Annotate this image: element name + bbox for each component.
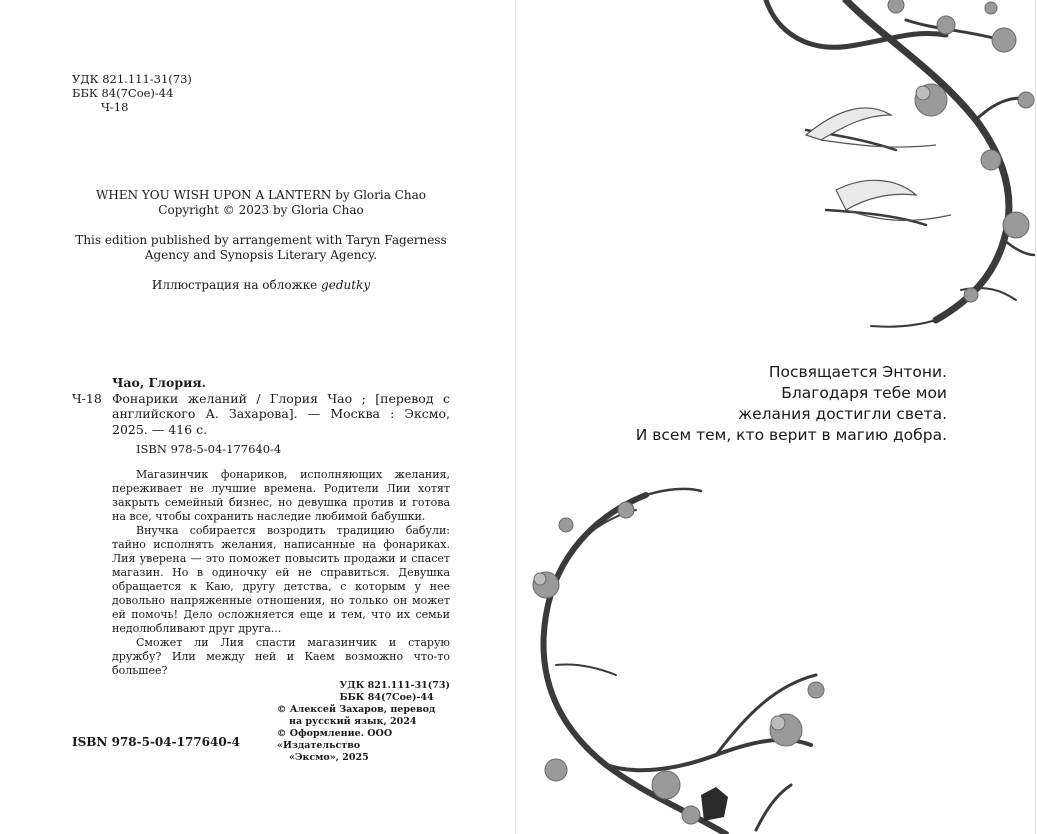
translator-copyright-1: © Алексей Захаров, перевод bbox=[277, 704, 436, 715]
dedication bbox=[636, 362, 947, 446]
cover-credit-prefix: Иллюстрация на обложке bbox=[151, 278, 322, 292]
right-page bbox=[515, 0, 1036, 834]
left-page bbox=[0, 0, 514, 834]
annotation-paragraph-2: Внучка собирается возродить традицию бабули: тайно исполнять желания, написанные на фонариках. Лия уверена — это поможет повысить продажи и спасет магазин. Но в одиночку ей не справиться. Девушка обращается к Каю, другу детства, с которым у нее довольно напряженные отношения, но только он может ей помочь! Дело осложняется еще и тем, что их семьи недолюбливают друг друга... bbox=[112, 524, 450, 635]
cover-artist: gedutky bbox=[321, 278, 371, 292]
dedication-line-1: Посвящается Энтони. bbox=[768, 363, 947, 381]
original-title: WHEN YOU WISH UPON A LANTERN by Gloria Chao bbox=[96, 188, 426, 202]
annotation-paragraph-1: Магазинчик фонариков, исполняющих желания, переживает не лучшие времена. Родители Лии хотят закрыть семейный бизнес, но девушка против и готова на все, чтобы сохранить наследие любимой бабушки. bbox=[112, 468, 450, 523]
dedication-line-3: желания достигли света. bbox=[738, 405, 947, 423]
edition-line-1: This edition published by arrangement with Taryn Fagerness bbox=[75, 233, 447, 247]
cover-credit bbox=[72, 278, 450, 293]
isbn-footer: ISBN 978-5-04-177640-4 bbox=[72, 735, 241, 749]
annotation bbox=[112, 468, 450, 704]
udk-code: УДК 821.111-31(73) bbox=[72, 72, 192, 86]
design-copyright-1: © Оформление. ООО «Издательство bbox=[277, 728, 393, 751]
author-mark: Ч-18 bbox=[101, 100, 129, 114]
bbk-code: ББК 84(7Сое)-44 bbox=[72, 86, 174, 100]
annotation-codes bbox=[112, 680, 450, 704]
bibliographic-record bbox=[72, 375, 450, 458]
classification-codes bbox=[72, 72, 192, 114]
annotation-bbk: ББК 84(7Сое)-44 bbox=[339, 692, 434, 703]
copyright-notices bbox=[277, 704, 457, 764]
annotation-udk: УДК 821.111-31(73) bbox=[339, 680, 450, 691]
translator-copyright-2: на русский язык, 2024 bbox=[289, 716, 417, 727]
bib-description: Фонарики желаний / Глория Чао ; [перевод с английского А. Захарова]. — Москва : Эксмо, 2025. — 416 с. bbox=[112, 390, 450, 437]
edition-line-2: Agency and Synopsis Literary Agency. bbox=[144, 248, 378, 262]
blossom-branch-bottom-illustration bbox=[516, 485, 836, 834]
dedication-line-2: Благодаря тебе мои bbox=[781, 384, 947, 402]
bib-code: Ч-18 bbox=[72, 390, 102, 406]
rights-credits bbox=[72, 188, 450, 293]
design-copyright-2: «Эксмо», 2025 bbox=[289, 752, 369, 763]
dedication-line-4: И всем тем, кто верит в магию добра. bbox=[635, 426, 947, 444]
bib-author: Чао, Глория. bbox=[112, 375, 206, 390]
bib-isbn: ISBN 978-5-04-177640-4 bbox=[136, 442, 282, 456]
bib-entry bbox=[72, 391, 450, 438]
annotation-paragraph-3: Сможет ли Лия спасти магазинчик и старую дружбу? Или между ней и Каем возможно что-то большее? bbox=[112, 636, 450, 677]
copyright-line: Copyright © 2023 by Gloria Chao bbox=[158, 203, 364, 217]
blossom-branch-top-illustration bbox=[746, 0, 1035, 330]
